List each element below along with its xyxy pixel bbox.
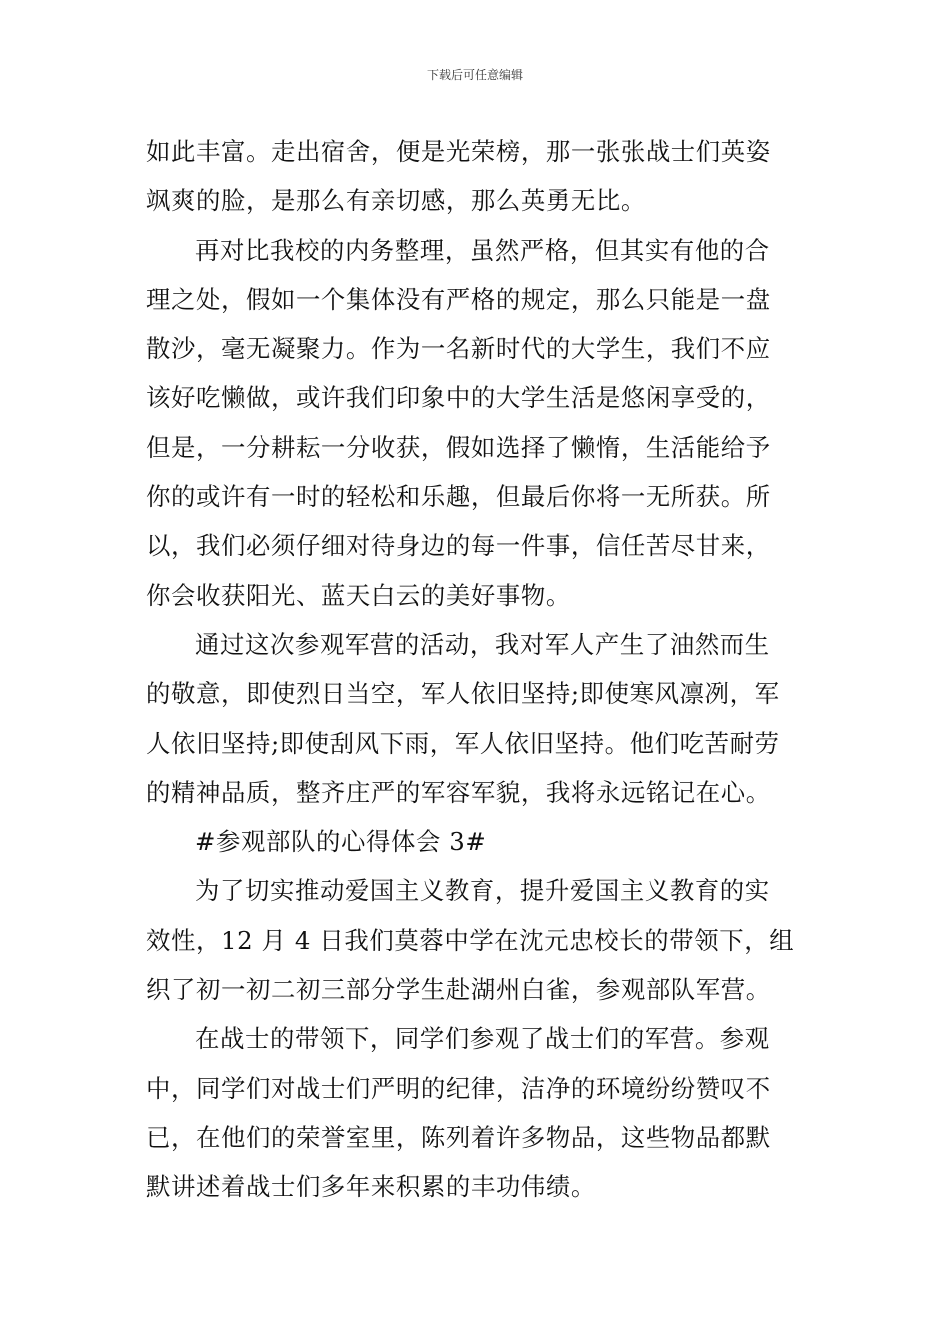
text-line: 为了切实推动爱国主义教育，提升爱国主义教育的实 <box>195 876 770 906</box>
text-line: #参观部队的心得体会 3# <box>195 827 487 857</box>
text-line: 但是，一分耕耘一分收获，假如选择了懒惰，生活能给予 <box>146 432 771 462</box>
text-line: 默讲述着战士们多年来积累的丰功伟绩。 <box>146 1172 596 1202</box>
text-line: 你的或许有一时的轻松和乐趣，但最后你将一无所获。所 <box>146 482 771 512</box>
text-line: 效性，12 月 4 日我们莫蓉中学在沈元忠校长的带领下，组 <box>146 925 795 955</box>
text-line: 再对比我校的内务整理，虽然严格，但其实有他的合 <box>195 235 770 265</box>
paragraph <box>146 226 808 620</box>
text-line: 散沙，毫无凝聚力。作为一名新时代的大学生，我们不应 <box>146 334 771 364</box>
text-line: 人依旧坚持;即使刮风下雨，军人依旧坚持。他们吃苦耐劳 <box>146 728 780 758</box>
text-line: 已，在他们的荣誉室里，陈列着许多物品，这些物品都默 <box>146 1122 771 1152</box>
section-heading <box>146 817 808 866</box>
text-line: 以，我们必须仔细对待身边的每一件事，信任苦尽甘来， <box>146 531 771 561</box>
page-header-note: 下载后可任意编辑 <box>426 68 523 82</box>
text-line: 如此丰富。走出宿舍，便是光荣榜，那一张张战士们英姿 <box>146 137 771 166</box>
text-line: 该好吃懒做，或许我们印象中的大学生活是悠闲享受的， <box>146 383 771 413</box>
text-line: 在战士的带领下，同学们参观了战士们的军营。参观 <box>195 1024 770 1054</box>
text-line: 的敬意，即使烈日当空，军人依旧坚持;即使寒风凛冽，军 <box>146 679 780 709</box>
text-line: 的精神品质，整齐庄严的军容军貌，我将永远铭记在心。 <box>146 777 771 807</box>
text-line: 理之处，假如一个集体没有严格的规定，那么只能是一盘 <box>146 284 771 314</box>
document-body <box>146 127 808 1212</box>
text-line: 飒爽的脸，是那么有亲切感，那么英勇无比。 <box>146 186 646 216</box>
text-line: 通过这次参观军营的活动，我对军人产生了油然而生 <box>195 629 770 659</box>
paragraph <box>146 620 808 817</box>
paragraph <box>146 127 808 226</box>
paragraph <box>146 1014 808 1211</box>
text-line: 织了初一初二初三部分学生赴湖州白雀，参观部队军营。 <box>146 975 771 1005</box>
text-line: 你会收获阳光、蓝天白云的美好事物。 <box>146 580 571 610</box>
paragraph <box>146 866 808 1014</box>
text-line: 中，同学们对战士们严明的纪律，洁净的环境纷纷赞叹不 <box>146 1073 771 1103</box>
